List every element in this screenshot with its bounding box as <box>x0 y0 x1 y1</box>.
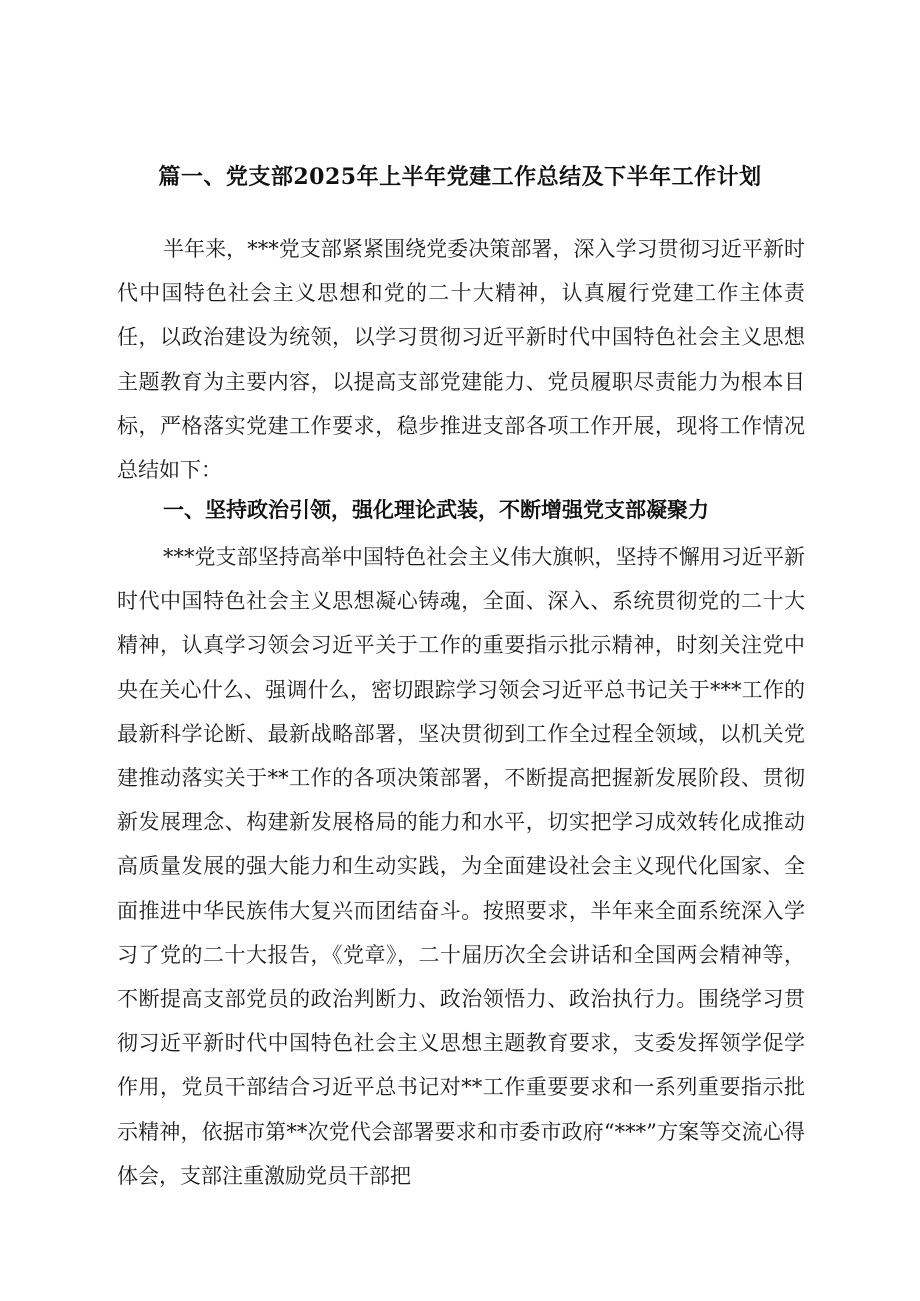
section-heading-1: 一、坚持政治引领，强化理论武装，不断增强党支部凝聚力 <box>163 498 709 522</box>
section-1-paragraph: ***党支部坚持高举中国特色社会主义伟大旗帜，坚持不懈用习近平新时代中国特色社会主义思想凝心铸魂，全面、深入、系统贯彻党的二十大精神，认真学习领会习近平关于工作的重要指示批示精神，时刻关注党中央在关心什么、强调什么，密切跟踪学习领会习近平总书记关于***工作的最新科学论断、最新战略部署，坚决贯彻到工作全过程全领域，以机关党建推动落实关于**工作的各项决策部署，不断提高把握新发展阶段、贯彻新发展理念、构建新发展格局的能力和水平，切实把学习成效转化成推动高质量发展的强大能力和生动实践，为全面建设社会主义现代化国家、全面推进中华民族伟大复兴而团结奋斗。按照要求，半年来全面系统深入学习了党的二十大报告，《党章》，二十届历次全会讲话和全国两会精神等，不断提高支部党员的政治判断力、政治领悟力、政治执行力。围绕学习贯彻习近平新时代中国特色社会主义思想主题教育要求，支委发挥领学促学作用，党员干部结合习近平总书记对**工作重要要求和一系列重要指示批示精神，依据市第**次党代会部署要求和市委市政府“***”方案等交流心得体会，支部注重激励党员干部把 <box>117 545 805 1188</box>
intro-paragraph: 半年来，***党支部紧紧围绕党委决策部署，深入学习贯彻习近平新时代中国特色社会主义思想和党的二十大精神，认真履行党建工作主体责任，以政治建设为统领，以学习贯彻习近平新时代中国特色社会主义思想主题教育为主要内容，以提高支部党建能力、党员履职尽责能力为根本目标，严格落实党建工作要求，稳步推进支部各项工作开展，现将工作情况总结如下： <box>117 237 805 483</box>
document-title: 篇一、党支部2025年上半年党建工作总结及下半年工作计划 <box>158 163 762 190</box>
